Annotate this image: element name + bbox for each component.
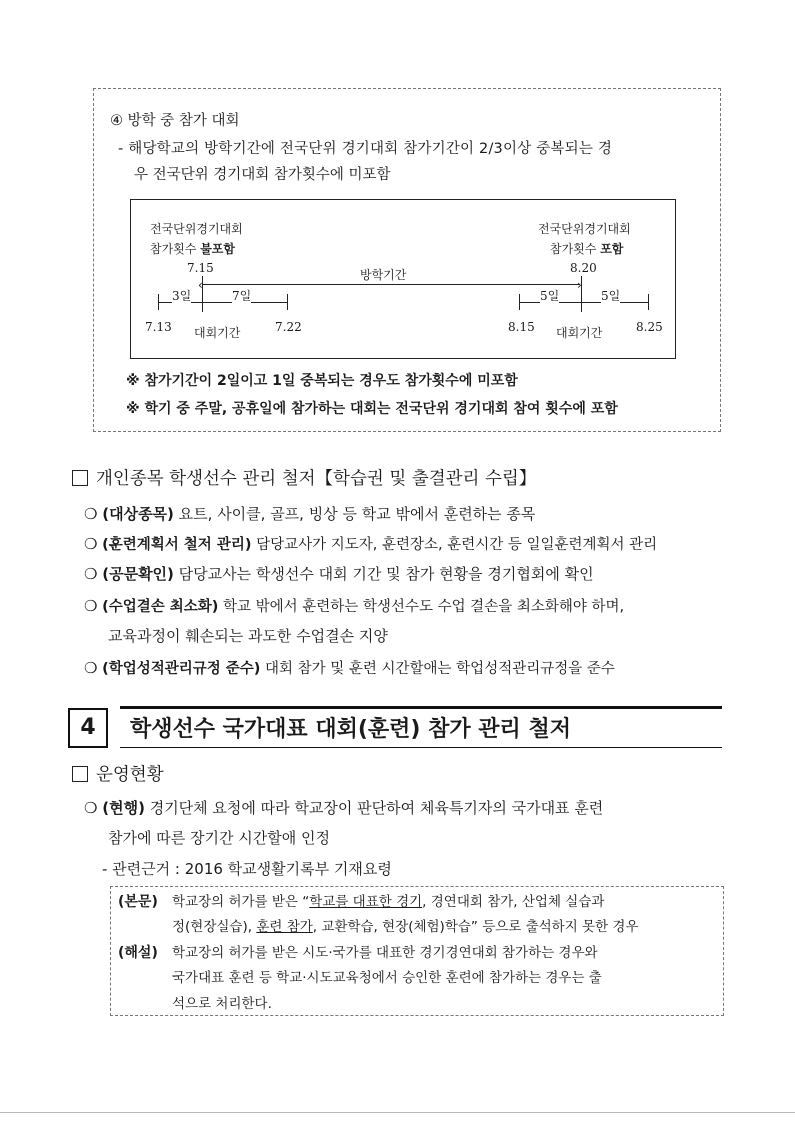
vacation-label: 방학기간 [360,268,407,282]
date-8-15: 8.15 [508,320,535,334]
explanation-label: (해설) [118,945,158,961]
section-a-item-2: ❍ (훈련계획서 철저 관리) 담당교사가 지도자, 훈련장소, 훈련시간 등 일일훈련계획서 관리 [84,535,658,553]
date-8-20: 8.20 [570,261,597,275]
main-label: (본문) [118,894,158,910]
explanation-line-2: 국가대표 훈련 등 학교·시도교육청에서 승인한 훈련에 참가하는 경우는 출 [172,970,602,986]
circle-bullet-icon: ❍ [84,565,98,583]
box1-heading: ④ 방학 중 참가 대회 [110,113,240,129]
circle-bullet-icon: ❍ [84,799,98,817]
section-a-item-4: ❍ (수업결손 최소화) 학교 밖에서 훈련하는 학생선수도 수업 결손을 최소화해야 하며, [84,597,625,615]
arrow-left-icon: ‹ [198,278,203,292]
box1-line1: - 해당학교의 방학기간에 전국단위 경기대회 참가기간이 2/3이상 중복되는 경 [118,141,613,157]
section-a-item-3: ❍ (공문확인) 담당교사는 학생선수 대회 기간 및 참가 현황을 경기협회에 확인 [84,565,594,583]
circle-bullet-icon: ❍ [84,505,98,523]
box1-note-1: ※ 참가기간이 2일이고 1일 중복되는 경우도 참가횟수에 미포함 [126,373,518,389]
section4-sub: 운영현황 [72,764,164,786]
main-line-2: 정(현장실습), 훈련 참가, 교환학습, 현장(체험)학습” 등으로 출석하지 못한 경우 [172,919,639,935]
explanation-line-1: 학교장의 허가를 받은 시도·국가를 대표한 경기경연대회 참가하는 경우와 [172,945,598,961]
square-bullet-icon [72,470,88,486]
right-label-1: 전국단위경기대회 [538,222,631,236]
square-bullet-icon [72,766,88,782]
right-5-days-b: 5일 [601,289,621,303]
date-7-15: 7.15 [187,261,214,275]
left-label-2: 참가횟수 불포함 [150,242,235,256]
circle-bullet-icon: ❍ [84,597,98,615]
arrow-right-icon: › [577,278,582,292]
box1-line2: 우 전국단위 경기대회 참가횟수에 미포함 [134,167,391,183]
left-competition-period: 대회기간 [194,326,241,340]
section4-basis: - 관련근거 : 2016 학교생활기록부 기재요령 [102,860,392,878]
right-competition-period: 대회기간 [556,326,603,340]
section-number: 4 [68,708,108,748]
section-a-item-5: ❍ (학업성적관리규정 준수) 대회 참가 및 훈련 시간할애는 학업성적관리규정을 준수 [84,659,615,677]
page-bottom-line [0,1112,795,1113]
circle-bullet-icon: ❍ [84,659,98,677]
section-a-title: 개인종목 학생선수 관리 철저【학습권 및 출결관리 수립】 [72,468,536,490]
left-label-1: 전국단위경기대회 [150,222,243,236]
date-7-22: 7.22 [275,320,302,334]
section-title: 학생선수 국가대표 대회(훈련) 참가 관리 철저 [130,717,571,742]
main-line-1: 학교장의 허가를 받은 “학교를 대표한 경기, 경연대회 참가, 산업체 실습과 [172,894,605,910]
right-period-line [519,302,648,303]
section4-item: ❍ (현행) 경기단체 요청에 따라 학교장이 판단하여 체육특기자의 국가대표 훈련 [84,799,604,817]
date-7-13: 7.13 [145,320,172,334]
left-7-days: 7일 [232,289,252,303]
date-8-25: 8.25 [636,320,663,334]
circle-bullet-icon: ❍ [84,535,98,553]
section-a-item-1: ❍ (대상종목) 요트, 사이클, 골프, 빙상 등 학교 밖에서 훈련하는 종목 [84,505,536,523]
explanation-line-3: 석으로 처리한다. [172,996,272,1012]
section4-item-cont: 참가에 따른 장기간 시간할애 인정 [108,829,330,847]
left-3-days: 3일 [172,289,192,303]
right-5-days-a: 5일 [540,289,560,303]
box1-note-2: ※ 학기 중 주말, 공휴일에 참가하는 대회는 전국단위 경기대회 참여 횟수에 포함 [126,401,618,417]
vacation-arrow [202,284,580,285]
section-a-item-4-cont: 교육과정이 훼손되는 과도한 수업결손 지양 [108,627,388,645]
right-label-2: 참가횟수 포함 [550,242,624,256]
